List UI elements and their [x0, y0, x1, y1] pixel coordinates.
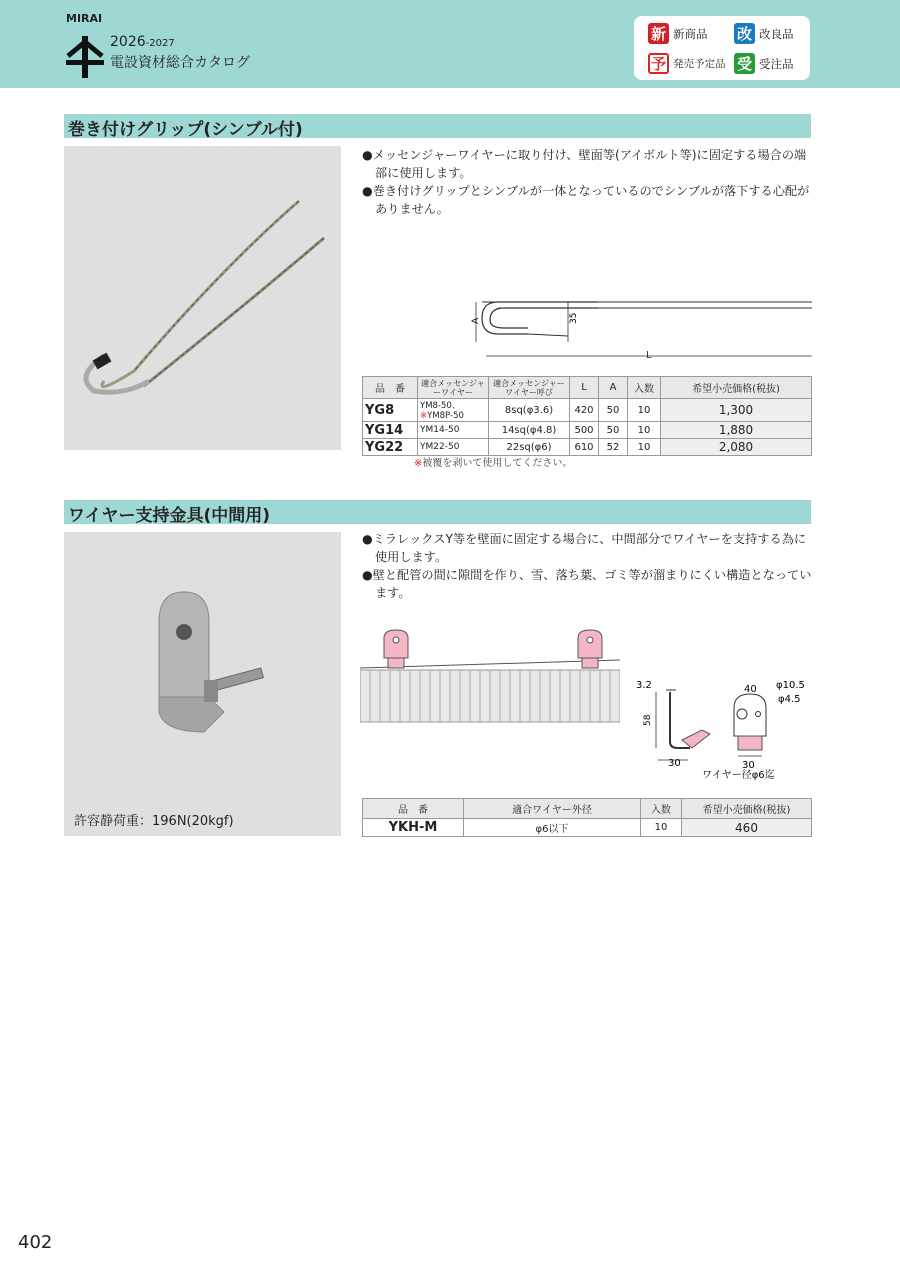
bracket-left-icon — [384, 630, 408, 668]
installation-diagram — [360, 628, 620, 728]
load-caption: 許容静荷重：196N(20kgf) — [74, 814, 234, 829]
wire-note: ワイヤー径φ6迄 — [702, 770, 775, 781]
th-wire-call: 適合メッセンジャーワイヤー呼び — [489, 377, 570, 399]
dim-4-5: φ4.5 — [778, 694, 801, 705]
legend-planned — [648, 53, 726, 74]
grip-spec-table — [362, 376, 812, 456]
th-price: 希望小売価格(税抜) — [682, 799, 812, 819]
cell-l: 610 — [570, 439, 599, 456]
page-header — [0, 0, 900, 88]
cell-wire: YM14-50 — [418, 422, 489, 439]
cell-call: 14sq(φ4.8) — [489, 422, 570, 439]
dim-58: 58 — [643, 714, 653, 726]
dim-3-2: 3.2 — [636, 680, 652, 691]
th-a: A — [599, 377, 628, 399]
logo-text: MIRAI — [66, 12, 103, 25]
section1-note: ※被覆を剥いて使用してください。 — [414, 458, 573, 469]
table-row — [363, 422, 812, 439]
desc-item: ●壁と配管の間に隙間を作り、雪、落ち葉、ゴミ等が溜まりにくい構造となっています。 — [362, 568, 812, 600]
dim-40: 40 — [744, 684, 757, 695]
legend-label: 受注品 — [759, 56, 794, 71]
legend-label: 改良品 — [759, 26, 794, 41]
th-l: L — [570, 377, 599, 399]
legend-label: 新商品 — [673, 26, 708, 41]
th-price: 希望小売価格(税抜) — [661, 377, 812, 399]
dim-30-a: 30 — [668, 758, 681, 769]
th-dia: 適合ワイヤー外径 — [464, 799, 641, 819]
legend-box — [634, 16, 810, 80]
legend-new — [648, 23, 708, 44]
order-badge-icon: 受 — [734, 53, 755, 74]
cell-wire: YM8-50、※YM8P-50 — [418, 399, 489, 422]
legend-improved — [734, 23, 794, 44]
cell-a: 50 — [599, 399, 628, 422]
th-code: 品 番 — [363, 799, 464, 819]
cell-a: 52 — [599, 439, 628, 456]
bracket-illustration — [64, 532, 341, 836]
section2-title-bar — [64, 500, 811, 524]
dim-30-b: 30 — [742, 760, 755, 771]
table-row — [363, 399, 812, 422]
cell-price: 1,300 — [661, 399, 812, 422]
cell-dia: φ6以下 — [464, 819, 641, 837]
cell-code: YG22 — [363, 439, 418, 456]
desc-item: ●ミラレックスY等を壁面に固定する場合に、中間部分でワイヤーを支持する為に使用します。 — [362, 532, 807, 564]
bracket-dimension-diagram — [630, 676, 812, 782]
section1-title: 巻き付けグリップ(シンブル付) — [68, 120, 303, 140]
catalog-title: 電設資材総合カタログ — [110, 55, 250, 71]
improved-badge-icon: 改 — [734, 23, 755, 44]
cell-qty: 10 — [628, 439, 661, 456]
table-row — [363, 819, 812, 837]
cell-l: 420 — [570, 399, 599, 422]
cell-price: 460 — [682, 819, 812, 837]
cell-code: YKH-M — [363, 819, 464, 837]
cell-qty: 10 — [628, 399, 661, 422]
dim-l: L — [646, 350, 652, 361]
th-code: 品 番 — [363, 377, 418, 399]
cell-l: 500 — [570, 422, 599, 439]
th-qty: 入数 — [628, 377, 661, 399]
th-qty: 入数 — [641, 799, 682, 819]
bracket-right-icon — [578, 630, 602, 668]
dim-10-5: φ10.5 — [776, 680, 805, 691]
cell-call: 22sq(φ6) — [489, 439, 570, 456]
desc-item: ●巻き付けグリップとシンブルが一体となっているのでシンブルが落下する心配がありません。 — [362, 184, 810, 216]
planned-badge-icon: 予 — [648, 53, 669, 74]
bracket-spec-table — [362, 798, 812, 837]
catalog-year: 2026-2027 — [110, 34, 175, 50]
cell-code: YG8 — [363, 399, 418, 422]
dim-35: 35 — [569, 312, 579, 324]
section2-description — [362, 530, 814, 602]
section1-title-bar — [64, 114, 811, 138]
cell-a: 50 — [599, 422, 628, 439]
section1-description — [362, 146, 814, 218]
th-wire: 適合メッセンジャーワイヤー — [418, 377, 489, 399]
cell-qty: 10 — [641, 819, 682, 837]
table-row — [363, 439, 812, 456]
cell-wire: YM22-50 — [418, 439, 489, 456]
bracket-photo — [64, 532, 341, 836]
new-badge-icon: 新 — [648, 23, 669, 44]
cell-price: 2,080 — [661, 439, 812, 456]
legend-label: 発売予定品 — [673, 58, 726, 70]
cell-qty: 10 — [628, 422, 661, 439]
grip-photo — [64, 146, 341, 450]
cell-price: 1,880 — [661, 422, 812, 439]
grip-illustration — [64, 146, 341, 450]
section2-title: ワイヤー支持金具(中間用) — [68, 506, 271, 526]
desc-item: ●メッセンジャーワイヤーに取り付け、壁面等(アイボルト等)に固定する場合の端部に使用します。 — [362, 148, 807, 180]
page-number: 402 — [18, 1232, 53, 1253]
cell-code: YG14 — [363, 422, 418, 439]
dim-a: A — [471, 317, 481, 324]
legend-order — [734, 53, 794, 74]
cell-call: 8sq(φ3.6) — [489, 399, 570, 422]
grip-dimension-diagram — [468, 294, 814, 362]
